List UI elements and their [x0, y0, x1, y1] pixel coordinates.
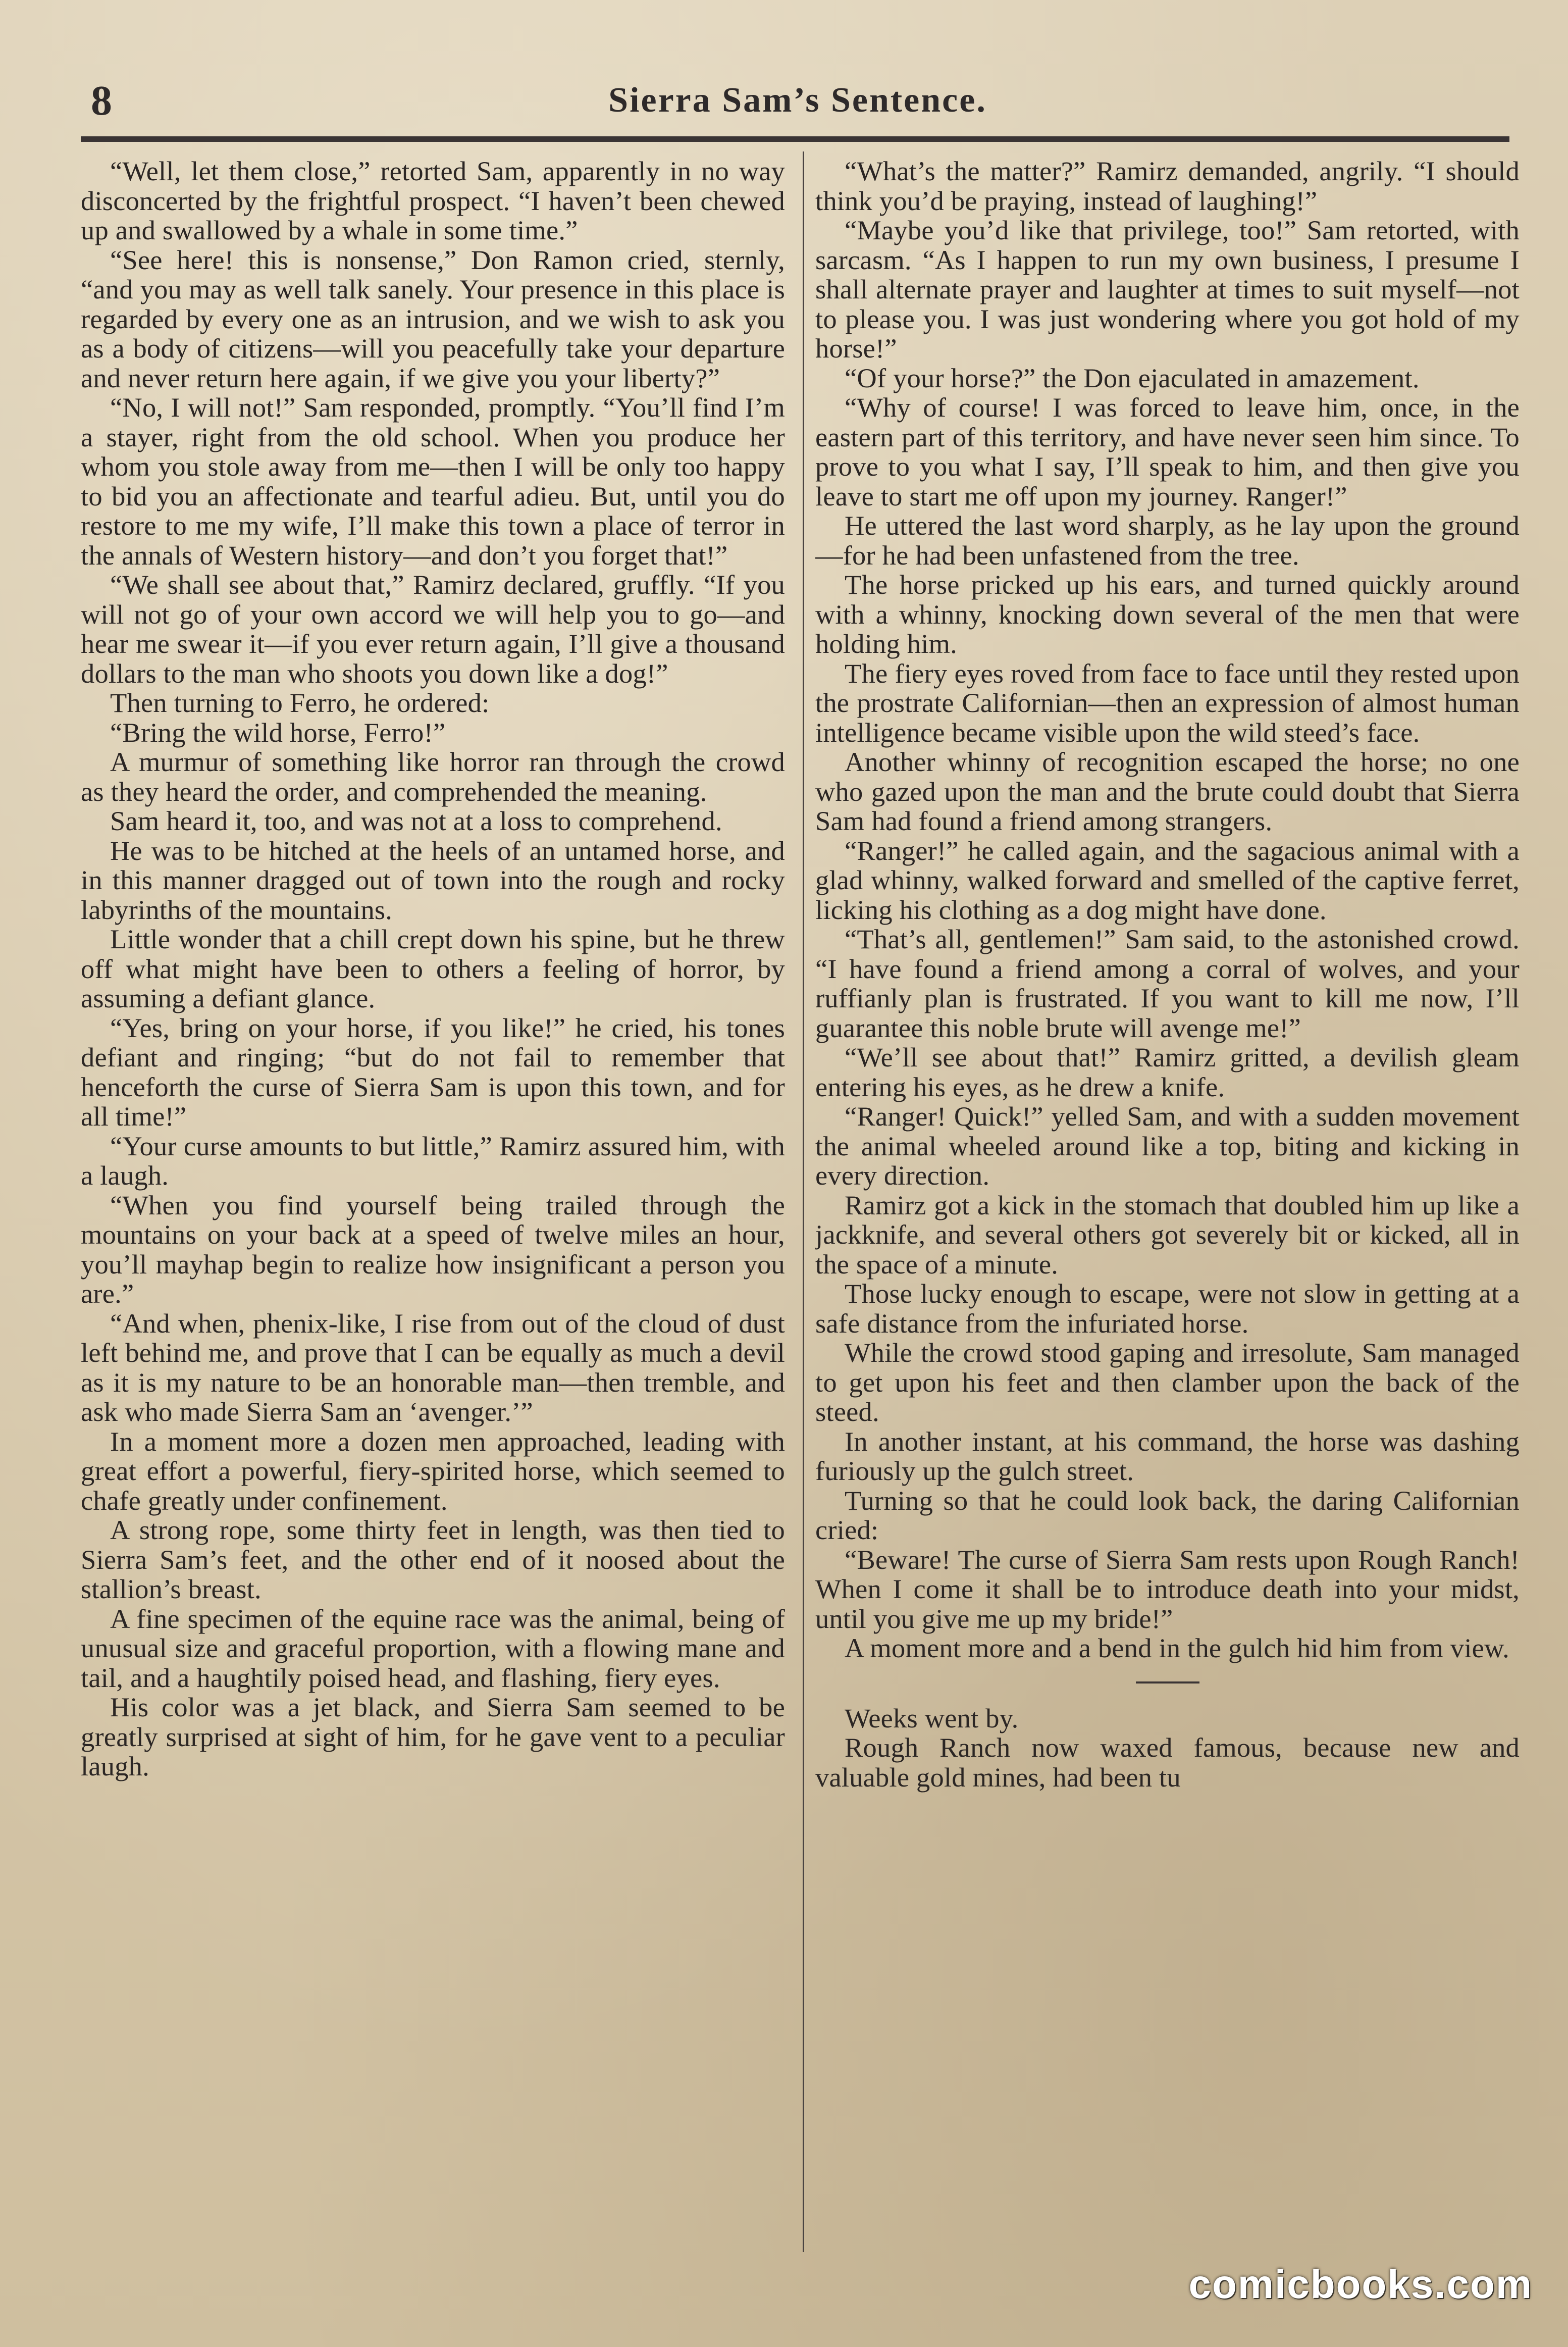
scene-break-rule	[1136, 1681, 1199, 1683]
running-title: Sierra Sam’s Sentence.	[608, 81, 987, 120]
paragraph: “What’s the matter?” Ramirz demanded, angrily. “I should think you’d be praying, instead of laughing!”	[815, 157, 1520, 216]
paragraph: “That’s all, gentlemen!” Sam said, to the astonished crowd. “I have found a friend among a corral of wolves, and your ruffianly plan is frustrated. If you want to kill me now, I’ll guarantee this noble brute will avenge me!”	[815, 924, 1520, 1043]
paragraph: “Bring the wild horse, Ferro!”	[110, 717, 446, 748]
left-column	[81, 157, 785, 2237]
paragraph: Ramirz got a kick in the stomach that doubled him up like a jackknife, and several others got severely bit or kicked, all in the space of a minute.	[815, 1189, 1520, 1280]
paragraph: “We’ll see about that!” Ramirz gritted, a devilish gleam entering his eyes, as he drew a knife.	[815, 1042, 1520, 1102]
paragraph: In another instant, at his command, the horse was dashing furiously up the gulch street.	[815, 1425, 1520, 1486]
paragraph: “Ranger! Quick!” yelled Sam, and with a sudden movement the animal wheeled around like a top, biting and kicking in every direction.	[815, 1101, 1520, 1191]
paragraph: Another whinny of recognition escaped the horse; no one who gazed upon the man and the brute could doubt that Sierra Sam had found a friend among strangers.	[815, 746, 1520, 836]
paragraph: Turning so that he could look back, the daring Californian cried:	[815, 1485, 1520, 1545]
paragraph: A fine specimen of the equine race was the animal, being of unusual size and graceful proportion, with a flowing mane and tail, and a haughtily poised head, and flashing, fiery eyes.	[81, 1603, 785, 1693]
paragraph: “We shall see about that,” Ramirz declared, gruffly. “If you will not go of your own accord we will help you to go—and hear me swear it—if you ever return again, I’ll give a thousand dollars to the man who shoots you down like a dog!”	[81, 569, 785, 689]
paragraph: “See here! this is nonsense,” Don Ramon cried, sternly, “and you may as well talk sanely. Your presence in this place is regarded by every one as an intrusion, and we wish to ask you as a body of citizens—will you peacefully take your departure and never return here again, if we give you your liberty?”	[81, 244, 785, 393]
paragraph: “Why of course! I was forced to leave him, once, in the eastern part of this territory, and have never seen him since. To prove to you what I say, I’ll speak to him, and then give you leave to start me off upon my journey. Ranger!”	[815, 392, 1520, 512]
page-header	[91, 76, 1504, 131]
paragraph: In a moment more a dozen men approached, leading with great effort a powerful, fiery-spirited horse, which seemed to chafe greatly under confinement.	[81, 1425, 785, 1516]
right-column	[815, 157, 1520, 2237]
paragraph: Sam heard it, too, and was not at a loss to comprehend.	[110, 805, 722, 836]
paragraph: Weeks went by.	[845, 1702, 1019, 1733]
paragraph: A strong rope, some thirty feet in length, was then tied to Sierra Sam’s feet, and the other end of it noosed about the stallion’s breast.	[81, 1514, 785, 1604]
paragraph: Rough Ranch now waxed famous, because new and valuable gold mines, had been tu	[815, 1732, 1520, 1793]
paragraph: A murmur of something like horror ran through the crowd as they heard the order, and comprehended the meaning.	[81, 746, 785, 807]
paragraph: Little wonder that a chill crept down his spine, but he threw off what might have been to others a feeling of horror, by assuming a defiant glance.	[81, 924, 785, 1013]
paragraph: He was to be hitched at the heels of an untamed horse, and in this manner dragged out of town into the rough and rocky labyrinths of the mountains.	[81, 835, 785, 925]
header-rule	[81, 136, 1509, 142]
paragraph: While the crowd stood gaping and irresolute, Sam managed to get upon his feet and then clamber upon the back of the steed.	[815, 1337, 1520, 1427]
paragraph: “Your curse amounts to but little,” Ramirz assured him, with a laugh.	[81, 1130, 785, 1191]
paragraph: “Of your horse?” the Don ejaculated in amazement.	[845, 362, 1420, 393]
paragraph: Those lucky enough to escape, were not slow in getting at a safe distance from the infuriated horse.	[815, 1278, 1520, 1339]
paragraph: “Well, let them close,” retorted Sam, apparently in no way disconcerted by the frightful prospect. “I haven’t been chewed up and swallowed by a whale in some time.”	[81, 157, 785, 245]
paragraph: “Ranger!” he called again, and the sagacious animal with a glad whinny, walked forward and smelled of the captive ferret, licking his clothing as a dog might have done.	[815, 835, 1520, 925]
watermark: comicbooks.com	[1188, 2262, 1533, 2307]
paragraph: “Maybe you’d like that privilege, too!” Sam retorted, with sarcasm. “As I happen to run my own business, I presume I shall alternate prayer and laughter at times to suit myself—not to please you. I was just wondering where you got hold of my horse!”	[815, 215, 1520, 364]
paragraph: “And when, phenix-like, I rise from out of the cloud of dust left behind me, and prove that I can be equally as much a devil as it is my nature to be an honorable man—then tremble, and ask who made Sierra Sam an ‘avenger.’”	[81, 1307, 785, 1427]
paragraph: “When you find yourself being trailed through the mountains on your back at a speed of twelve miles an hour, you’ll mayhap begin to realize how insignificant a person you are.”	[81, 1189, 785, 1309]
paragraph: The fiery eyes roved from face to face until they rested upon the prostrate Californian—then an expression of almost human intelligence became visible upon the wild steed’s face.	[815, 657, 1520, 748]
column-divider	[803, 151, 804, 2252]
paragraph: “No, I will not!” Sam responded, promptly. “You’ll find I’m a stayer, right from the old school. When you produce her whom you stole away from me—then I will be only too happy to bid you an affectionate and tearful adieu. But, until you do restore to me my wife, I’ll make this town a place of terror in the annals of Western history—and don’t you forget that!”	[81, 392, 785, 571]
page-number: 8	[91, 77, 112, 124]
paragraph: The horse pricked up his ears, and turned quickly around with a whinny, knocking down several of the men that were holding him.	[815, 569, 1520, 659]
paragraph: “Beware! The curse of Sierra Sam rests upon Rough Ranch! When I come it shall be to introduce death into your midst, until you give me up my bride!”	[815, 1544, 1520, 1634]
paragraph: He uttered the last word sharply, as he lay upon the ground—for he had been unfastened from the tree.	[815, 510, 1520, 571]
paragraph: Then turning to Ferro, he ordered:	[110, 687, 490, 718]
paragraph: His color was a jet black, and Sierra Sam seemed to be greatly surprised at sight of him, for he gave vent to a peculiar laugh.	[81, 1692, 785, 1781]
paragraph: “Yes, bring on your horse, if you like!” he cried, his tones defiant and ringing; “but do not fail to remember that henceforth the curse of Sierra Sam is upon this town, and for all time!”	[81, 1012, 785, 1132]
paragraph: A moment more and a bend in the gulch hid him from view.	[845, 1632, 1509, 1663]
